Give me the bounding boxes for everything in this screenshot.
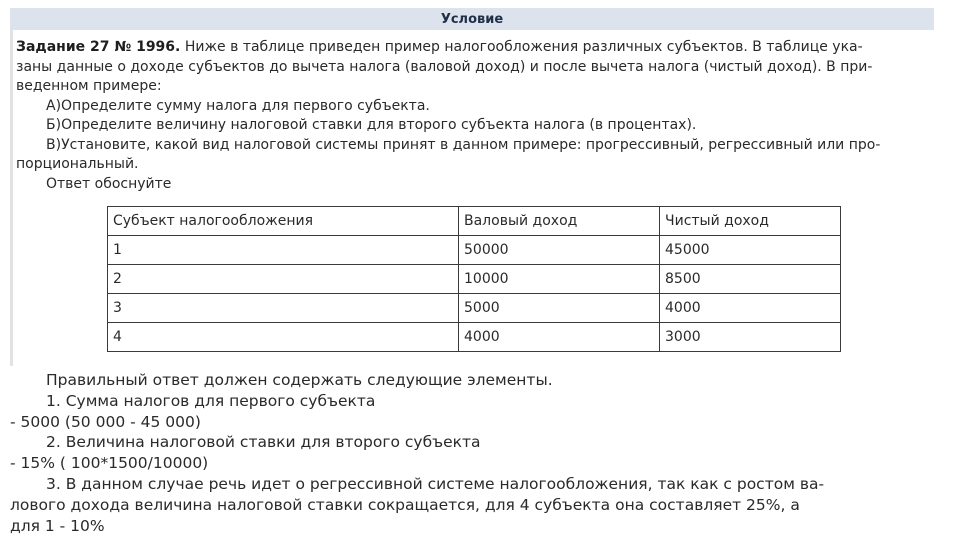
table-row bbox=[108, 236, 841, 265]
answer-point-3-line-3: для 1 - 10% bbox=[10, 516, 105, 535]
tax-table bbox=[107, 206, 841, 352]
table-cell: 4000 bbox=[459, 323, 660, 352]
task-item-a: А)Определите сумму налога для первого субъекта. bbox=[46, 97, 430, 114]
table-cell: 50000 bbox=[459, 236, 660, 265]
task-item-b: Б)Определите величину налоговой ставки для второго субъекта налога (в процентах). bbox=[46, 117, 697, 133]
table-header-row bbox=[108, 207, 841, 236]
condition-title: Условие bbox=[440, 12, 504, 27]
task-item-c-line-2: порциональный. bbox=[16, 156, 139, 172]
answer-point-3-line-1: 3. В данном случае речь идет о регрессивной системе налогообложения, так как с ростом ва- bbox=[46, 474, 825, 493]
table-cell: 45000 bbox=[660, 236, 841, 265]
answer-point-2-value: - 15% ( 100*1500/10000) bbox=[10, 454, 209, 473]
table-cell: 1 bbox=[108, 236, 459, 265]
table-cell: 8500 bbox=[660, 265, 841, 294]
task-text bbox=[16, 38, 926, 194]
table-cell: 10000 bbox=[459, 265, 660, 294]
table-header-cell: Субъект налогообложения bbox=[108, 207, 459, 236]
task-line-1-text: Ниже в таблице приведен пример налогообложения различных субъектов. В таблице ука- bbox=[184, 39, 863, 55]
task-item-c-line-1: В)Установите, какой вид налоговой системы принят в данном примере: прогрессивный, регрессивный или про- bbox=[46, 136, 881, 153]
answer-point-3-line-2: лового дохода величина налоговой ставки сокращается, для 4 субъекта она составляет 25%, а bbox=[10, 495, 800, 514]
table-row bbox=[108, 294, 841, 323]
table-header-cell: Чистый доход bbox=[660, 207, 841, 236]
table-header-cell: Валовый доход bbox=[459, 207, 660, 236]
table-cell: 3 bbox=[108, 294, 459, 323]
task-line-3: веденном примере: bbox=[16, 78, 162, 94]
answer-section bbox=[10, 370, 930, 536]
table-cell: 4 bbox=[108, 323, 459, 352]
table-row bbox=[108, 265, 841, 294]
task-label: Задание 27 № 1996. bbox=[16, 39, 181, 55]
table-cell: 5000 bbox=[459, 294, 660, 323]
task-instruction: Ответ обоснуйте bbox=[46, 175, 172, 192]
answer-point-1-title: 1. Сумма налогов для первого субъекта bbox=[46, 391, 376, 410]
table-cell: 2 bbox=[108, 265, 459, 294]
answer-point-1-value: - 5000 (50 000 - 45 000) bbox=[10, 412, 201, 431]
answer-intro: Правильный ответ должен содержать следующие элементы. bbox=[46, 371, 553, 389]
condition-header bbox=[10, 8, 934, 30]
table-cell: 4000 bbox=[660, 294, 841, 323]
task-line-1 bbox=[16, 38, 926, 58]
answer-point-2-title: 2. Величина налоговой ставки для второго субъекта bbox=[46, 433, 481, 452]
table-cell: 3000 bbox=[660, 323, 841, 352]
table-row bbox=[108, 323, 841, 352]
task-line-2: заны данные о доходе субъектов до вычета налога (валовой доход) и после вычета налога (чистый доход). В при- bbox=[16, 58, 873, 75]
